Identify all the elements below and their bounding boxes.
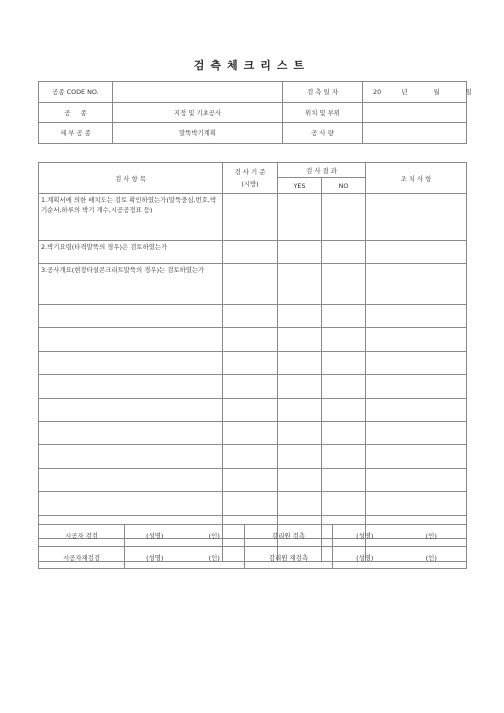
action-cell[interactable]: [366, 445, 467, 468]
cell-label: 공 사 량: [283, 123, 363, 144]
item-cell: 3.공사개요(현장타설콘크리트말뚝의 경우)는 검토하였는가: [39, 264, 223, 305]
criteria-cell[interactable]: [223, 328, 278, 351]
item-cell: [39, 375, 223, 398]
header-item: 검 사 항 목: [39, 163, 223, 194]
info-row: [39, 82, 467, 103]
yes-cell[interactable]: [278, 328, 322, 351]
action-cell[interactable]: [366, 264, 467, 305]
signature-row: [39, 525, 467, 547]
yes-cell[interactable]: [278, 241, 322, 264]
month-unit: 월: [433, 88, 440, 97]
item-cell: [39, 468, 223, 491]
cell-value[interactable]: 지정 및 기초공사: [113, 102, 283, 123]
yes-cell[interactable]: [278, 445, 322, 468]
table-row: [39, 264, 467, 305]
criteria-cell[interactable]: [223, 398, 278, 421]
item-cell: 1.계획서에 의한 배치도는 검토 확인하였는가(말뚝중심,번호,박기순서,하루의 박기 개수,시공공정표 등): [39, 194, 223, 241]
table-row: [39, 305, 467, 328]
signature-label: 감리원 재검측: [245, 547, 333, 569]
header-action: 조 치 사 항: [366, 163, 467, 194]
year-value: 20: [373, 88, 382, 97]
signature-name[interactable]: (성명): [333, 525, 397, 547]
header-no: NO: [322, 178, 366, 194]
info-table: [38, 81, 472, 144]
signature-table: [38, 524, 467, 569]
table-row: [39, 328, 467, 351]
signature-seal[interactable]: (인): [185, 547, 245, 569]
yes-cell[interactable]: [278, 264, 322, 305]
item-cell: [39, 398, 223, 421]
signature-name[interactable]: (성명): [125, 525, 185, 547]
no-cell[interactable]: [322, 492, 366, 515]
table-row: [39, 421, 467, 444]
criteria-cell[interactable]: [223, 445, 278, 468]
item-cell: [39, 421, 223, 444]
signature-row: [39, 547, 467, 569]
table-row: [39, 351, 467, 374]
table-row: [39, 194, 467, 241]
action-cell[interactable]: [366, 421, 467, 444]
no-cell[interactable]: [322, 468, 366, 491]
no-cell[interactable]: [322, 328, 366, 351]
no-cell[interactable]: [322, 241, 366, 264]
item-cell: [39, 445, 223, 468]
cell-label: 공종 CODE NO.: [39, 82, 113, 103]
header-result: 검 사 결 과: [278, 163, 366, 178]
criteria-cell[interactable]: [223, 492, 278, 515]
criteria-cell[interactable]: [223, 241, 278, 264]
inspection-date[interactable]: [363, 82, 472, 103]
no-cell[interactable]: [322, 375, 366, 398]
table-row: [39, 468, 467, 491]
yes-cell[interactable]: [278, 305, 322, 328]
cell-label: 위치 및 부위: [283, 102, 363, 123]
cell-value[interactable]: [113, 82, 283, 103]
signature-name[interactable]: (성명): [333, 547, 397, 569]
action-cell[interactable]: [366, 241, 467, 264]
criteria-cell[interactable]: [223, 264, 278, 305]
table-row: [39, 445, 467, 468]
action-cell[interactable]: [366, 194, 467, 241]
criteria-label: 검 사 기 준: [234, 168, 266, 176]
signature-seal[interactable]: (인): [185, 525, 245, 547]
yes-cell[interactable]: [278, 421, 322, 444]
header-criteria: [223, 163, 278, 194]
day-unit: 일: [465, 88, 472, 97]
checklist-table: [38, 162, 467, 562]
signature-seal[interactable]: (인): [397, 525, 467, 547]
action-cell[interactable]: [366, 492, 467, 515]
cell-label: 세 부 공 종: [39, 123, 113, 144]
signature-label: 시공자 검검: [39, 525, 125, 547]
yes-cell[interactable]: [278, 398, 322, 421]
signature-name[interactable]: (성명): [125, 547, 185, 569]
yes-cell[interactable]: [278, 375, 322, 398]
no-cell[interactable]: [322, 264, 366, 305]
action-cell[interactable]: [366, 398, 467, 421]
item-cell: [39, 328, 223, 351]
criteria-cell[interactable]: [223, 305, 278, 328]
no-cell[interactable]: [322, 351, 366, 374]
action-cell[interactable]: [366, 351, 467, 374]
no-cell[interactable]: [322, 445, 366, 468]
page-title: 검측체크리스트: [193, 59, 311, 72]
item-cell: [39, 305, 223, 328]
criteria-sub: (시방): [241, 180, 259, 188]
signature-seal[interactable]: (인): [397, 547, 467, 569]
yes-cell[interactable]: [278, 194, 322, 241]
action-cell[interactable]: [366, 375, 467, 398]
action-cell[interactable]: [366, 468, 467, 491]
criteria-cell[interactable]: [223, 421, 278, 444]
cell-value[interactable]: 말뚝박기계획: [113, 123, 283, 144]
yes-cell[interactable]: [278, 492, 322, 515]
criteria-cell[interactable]: [223, 468, 278, 491]
cell-label: 검 측 일 자: [283, 82, 363, 103]
signature-label: 시공자재검검: [39, 547, 125, 569]
cell-value[interactable]: [363, 102, 467, 123]
action-cell[interactable]: [366, 328, 467, 351]
no-cell[interactable]: [322, 305, 366, 328]
table-row: [39, 398, 467, 421]
no-cell[interactable]: [322, 194, 366, 241]
criteria-cell[interactable]: [223, 375, 278, 398]
year-unit: 년: [401, 88, 408, 97]
table-row: [39, 492, 467, 515]
item-cell: 2.박기요령(타격말뚝의 경우)은 검토하였는가: [39, 241, 223, 264]
yes-cell[interactable]: [278, 468, 322, 491]
signature-label: 감리원 검측: [245, 525, 333, 547]
item-cell: [39, 351, 223, 374]
header-row: [39, 163, 467, 178]
cell-label: 공 종: [39, 102, 113, 123]
yes-cell[interactable]: [278, 351, 322, 374]
no-cell[interactable]: [322, 398, 366, 421]
criteria-cell[interactable]: [223, 351, 278, 374]
header-yes: YES: [278, 178, 322, 194]
criteria-cell[interactable]: [223, 194, 278, 241]
info-row: [39, 102, 467, 123]
action-cell[interactable]: [366, 305, 467, 328]
cell-value[interactable]: [363, 123, 467, 144]
table-row: [39, 241, 467, 264]
item-cell: [39, 492, 223, 515]
table-row: [39, 375, 467, 398]
info-row: [39, 123, 467, 144]
no-cell[interactable]: [322, 421, 366, 444]
